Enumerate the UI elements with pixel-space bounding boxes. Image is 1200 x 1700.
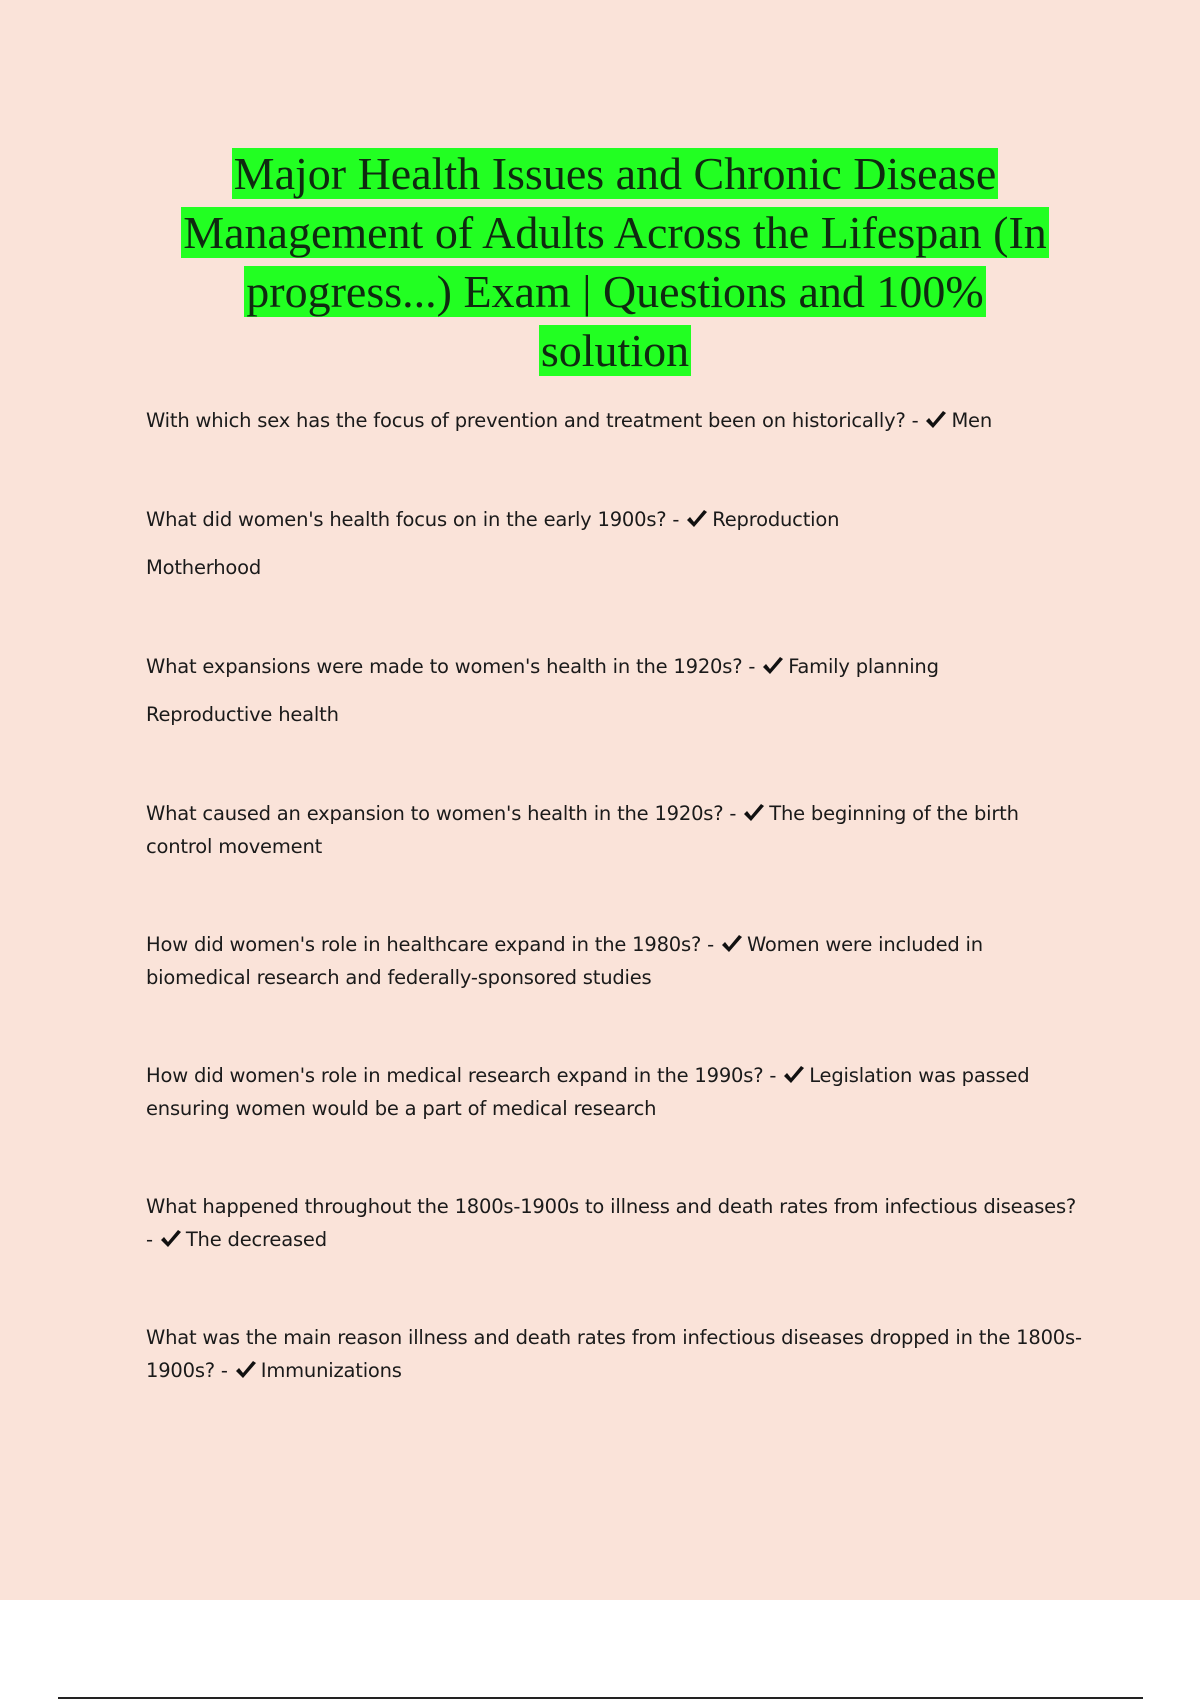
qa-item (146, 1190, 1086, 1256)
title-line-1: Major Health Issues and Chronic Disease (233, 148, 997, 199)
answer-continuation: Motherhood (146, 556, 262, 579)
answer-text: Legislation was passed ensuring women would be a part of medical research (146, 1064, 1030, 1120)
answer-text: Women were included in biomedical research and federally-sponsored studies (146, 933, 983, 989)
answer-text: Reproduction (712, 508, 840, 531)
title-line-4: solution (540, 325, 690, 376)
title-line-3: progress...) Exam | Questions and 100% (246, 266, 984, 317)
qa-item (146, 1059, 1086, 1125)
title-line-2: Management of Adults Across the Lifespan (In (183, 207, 1047, 258)
question-text: How did women's role in healthcare expand in the 1980s? - (146, 933, 714, 956)
answer-text: The decreased (185, 1228, 327, 1251)
answer-text: Immunizations (260, 1359, 402, 1382)
question-text: What happened throughout the 1800s-1900s to illness and death rates from infectious diseases? - (146, 1195, 1077, 1251)
qa-item (146, 928, 1086, 994)
question-text: With which sex has the focus of prevention and treatment been on historically? - (146, 409, 919, 432)
qa-item (146, 797, 1086, 863)
qa-item (146, 503, 1086, 536)
question-text: What did women's health focus on in the early 1900s? - (146, 508, 680, 531)
document-title (140, 144, 1090, 380)
footer-divider (58, 1697, 1143, 1699)
qa-item (146, 650, 1086, 683)
question-text: What caused an expansion to women's health in the 1920s? - (146, 802, 737, 825)
checkmark-icon (685, 509, 709, 529)
checkmark-icon (720, 934, 744, 954)
checkmark-icon (159, 1229, 183, 1249)
question-text: What expansions were made to women's health in the 1920s? - (146, 655, 756, 678)
checkmark-icon (234, 1360, 258, 1380)
question-text: What was the main reason illness and death rates from infectious diseases dropped in the 1800s-1900s? - (146, 1326, 1082, 1382)
qa-item (146, 1321, 1086, 1387)
answer-text: Men (951, 409, 993, 432)
answer-text: Family planning (788, 655, 939, 678)
question-text: How did women's role in medical research expand in the 1990s? - (146, 1064, 777, 1087)
answer-text: The beginning of the birth control movement (146, 802, 1019, 858)
checkmark-icon (761, 656, 785, 676)
checkmark-icon (782, 1065, 806, 1085)
checkmark-icon (742, 803, 766, 823)
answer-continuation: Reproductive health (146, 703, 339, 726)
qa-item (146, 404, 1086, 437)
checkmark-icon (924, 410, 948, 430)
